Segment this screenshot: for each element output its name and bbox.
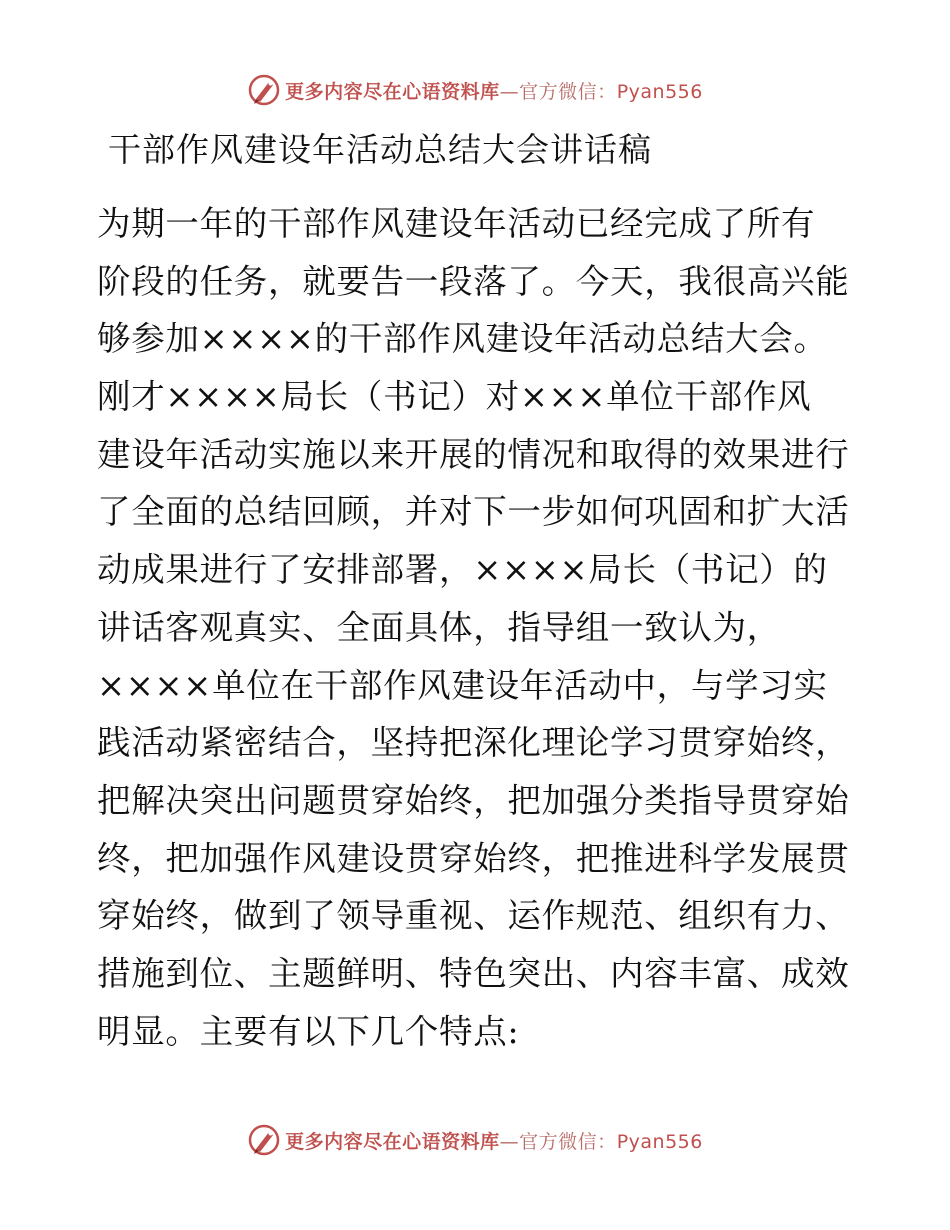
paragraph-line: ××××单位在干部作风建设年活动中，与学习实 [97,665,828,705]
paragraph-line: 措施到位、主题鲜明、特色突出、内容丰富、成效 [97,953,850,993]
paragraph-line: 够参加××××的干部作风建设年活动总结大会。 [97,319,828,359]
watermark-text: 更多内容尽在心语资料库—官方微信：Pyan556 [285,80,703,103]
paragraph-line: 刚才××××局长（书记）对×××单位干部作风 [97,377,812,417]
paragraph-line: 动成果进行了安排部署，××××局长（书记）的 [97,550,828,590]
paragraph-line: 讲话客观真实、全面具体，指导组一致认为， [97,607,781,647]
paragraph-line: 为期一年的干部作风建设年活动已经完成了所有 [97,204,816,243]
paragraph-line: 终，把加强作风建设贯穿始终，把推进科学发展贯 [97,838,850,878]
document-title: 干部作风建设年活动总结大会讲话稿 [108,130,652,169]
paragraph-line: 明显。主要有以下几个特点: [97,1011,520,1051]
paragraph-line: 践活动紧密结合，坚持把深化理论学习贯穿始终， [97,723,850,763]
watermark-text: 更多内容尽在心语资料库—官方微信：Pyan556 [285,1130,703,1153]
pen-logo-icon [247,73,281,107]
paragraph-line: 把解决突出问题贯穿始终，把加强分类指导贯穿始 [97,780,850,820]
paragraph-line: 了全面的总结回顾，并对下一步如何巩固和扩大活 [97,492,850,532]
paragraph-line: 建设年活动实施以来开展的情况和取得的效果进行 [97,434,850,474]
paragraph-line: 穿始终，做到了领导重视、运作规范、组织有力、 [97,896,850,936]
paragraph-line: 阶段的任务，就要告一段落了。今天，我很高兴能 [97,261,850,301]
header-watermark-banner [0,70,950,110]
pen-logo-icon [247,1123,281,1157]
body-paragraph [97,195,857,1060]
footer-watermark-banner [0,1120,950,1160]
